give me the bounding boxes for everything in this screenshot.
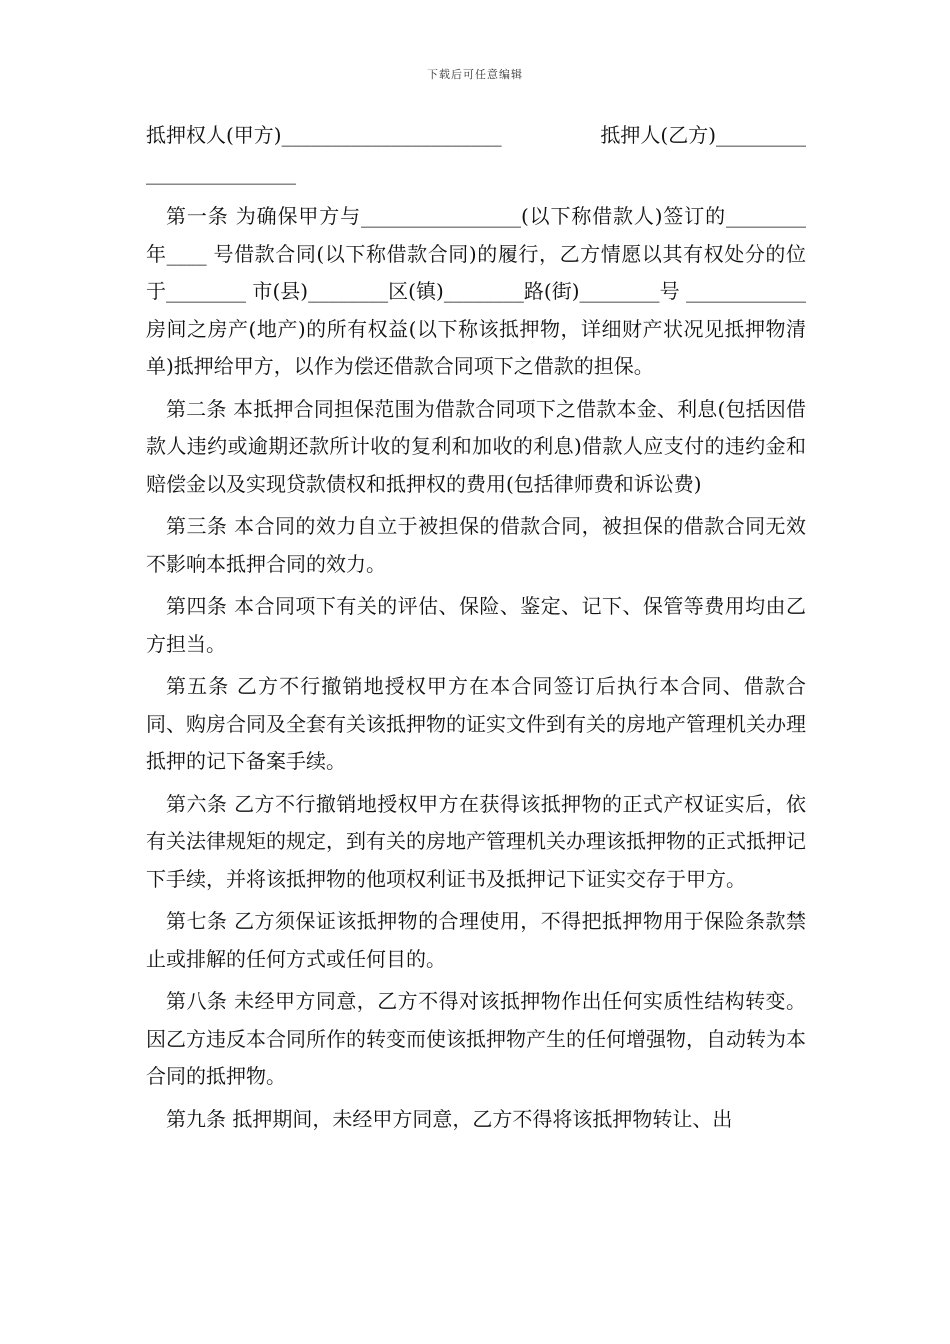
article-8: 第八条 未经甲方同意，乙方不得对该抵押物作出任何实质性结构转变。因乙方违反本合同所作的转变而使该抵押物产生的任何增强物，自动转为本合同的抵押物。 [146, 989, 806, 1088]
article-2: 第二条 本抵押合同担保范围为借款合同项下之借款本金、利息(包括因借款人违约或逾期还款所计收的复利和加收的利息)借款人应支付的违约金和赔偿金以及实现贷款债权和抵押权的费用(包括律师费和诉讼费) [146, 396, 806, 496]
party-a-line: 抵押权人(甲方)______________________ [146, 123, 502, 147]
parties-row [146, 117, 806, 155]
article-7: 第七条 乙方须保证该抵押物的合理使用，不得把抵押物用于保险条款禁止或排解的任何方式或任何目的。 [146, 909, 806, 971]
party-b-line-continuation: _______________ [146, 160, 296, 185]
article-3: 第三条 本合同的效力自立于被担保的借款合同，被担保的借款合同无效不影响本抵押合同的效力。 [146, 514, 806, 576]
contract-body [146, 117, 806, 1143]
header-note: 下载后可任意编辑 [427, 68, 523, 81]
article-6: 第六条 乙方不行撤销地授权甲方在获得该抵押物的正式产权证实后，依有关法律规矩的规定，到有关的房地产管理机关办理该抵押物的正式抵押记下手续，并将该抵押物的他项权利证书及抵押记下证实交存于甲方。 [146, 791, 806, 891]
article-4: 第四条 本合同项下有关的评估、保险、鉴定、记下、保管等费用均由乙方担当。 [146, 594, 806, 656]
article-9: 第九条 抵押期间，未经甲方同意，乙方不得将该抵押物转让、出 [166, 1106, 733, 1131]
article-5: 第五条 乙方不行撤销地授权甲方在本合同签订后执行本合同、借款合同、购房合同及全套有关该抵押物的证实文件到有关的房地产管理机关办理抵押的记下备案手续。 [146, 674, 806, 773]
article-1: 第一条 为确保甲方与________________(以下称借款人)签订的________年____ 号借款合同(以下称借款合同)的履行，乙方情愿以其有权处分的位于________ 市(县)________区(镇)________路(街)________号 ____________房间之房产(地产)的所有权益(以下称该抵押物，详细财产状况见抵押物清单)抵押给甲方，以作为偿还借款合同项下之借款的担保。 [146, 204, 806, 378]
party-b-line: 抵押人(乙方)_________ [600, 123, 806, 147]
